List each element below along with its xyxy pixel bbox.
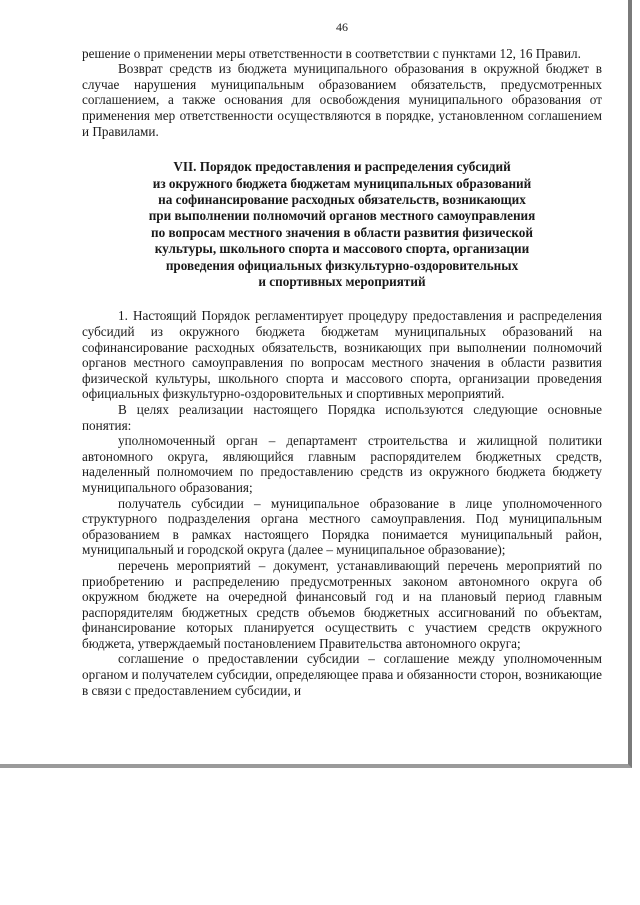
body-paragraph: В целях реализации настоящего Порядка используются следующие основные понятия:	[82, 401, 602, 433]
section-heading-line: VII. Порядок предоставления и распределения субсидий	[173, 159, 511, 175]
section-heading-line: и спортивных мероприятий	[258, 274, 426, 289]
section-heading-line: при выполнении полномочий органов местного самоуправления	[148, 208, 536, 224]
page-number: 46	[336, 20, 348, 34]
section-heading	[82, 159, 602, 290]
definition-paragraph: перечень мероприятий – документ, устанавливающий перечень мероприятий по приобретению и распределению предусмотренных законом автономного округа об окружном бюджете на очередной финансовый год и на плановый период главным распорядителям бюджетных средств объемов бюджетных ассигнований по объектам, финансирование которых планируется осуществить с участием средств окружного бюджета, утверждаемый постановлением Правительства автономного округа;	[82, 557, 602, 651]
section-heading-line: проведения официальных физкультурно-оздоровительных	[165, 257, 519, 273]
section-heading-line: из окружного бюджета бюджетам муниципальных образований	[152, 175, 532, 191]
document-content	[82, 20, 602, 698]
intro-paragraph-1: решение о применении меры ответственности в соответствии с пунктами 12, 16 Правил.	[82, 45, 581, 61]
definition-paragraph: уполномоченный орган – департамент строительства и жилищной политики автономного округа, являющийся главным распорядителем бюджетных средств, наделенный полномочием по предоставлению средств из окружного бюджета бюджету муниципального образования;	[82, 433, 602, 495]
section-heading-line: культуры, школьного спорта и массового спорта, организации	[154, 241, 530, 257]
definition-paragraph: получатель субсидии – муниципальное образование в лице уполномоченного структурного подразделения органа местного самоуправления. Под муниципальным образованием в рамках настоящего Порядка понимается муниципальный район, муниципальный и городской округа (далее – муниципальное образование);	[82, 495, 602, 558]
section-heading-line: по вопросам местного значения в области развития физической	[151, 224, 533, 240]
definition-paragraph: соглашение о предоставлении субсидии – соглашение между уполномоченным органом и получателем субсидии, определяющее права и обязанности сторон, возникающие в связи с предоставлением субсидии, и	[82, 651, 602, 698]
intro-paragraph-2: Возврат средств из бюджета муниципального образования в окружной бюджет в случае нарушения муниципальным образованием обязательств, предусмотренных соглашением, а также основания для освобождения муниципального образования от применения мер ответственности осуществляются в порядке, установленном соглашением и Правилами.	[82, 61, 602, 139]
section-heading-line: на софинансирование расходных обязательств, возникающих	[158, 191, 526, 207]
body-paragraph: 1. Настоящий Порядок регламентирует процедуру предоставления и распределения субсидий из окружного бюджета бюджетам муниципальных образований на софинансирование расходных обязательств, возникающих при выполнении полномочий органов местного самоуправления по вопросам местного значения в области развития физической культуры, школьного спорта и массового спорта, организации проведения официальных физкультурно-оздоровительных и спортивных мероприятий.	[82, 308, 602, 402]
